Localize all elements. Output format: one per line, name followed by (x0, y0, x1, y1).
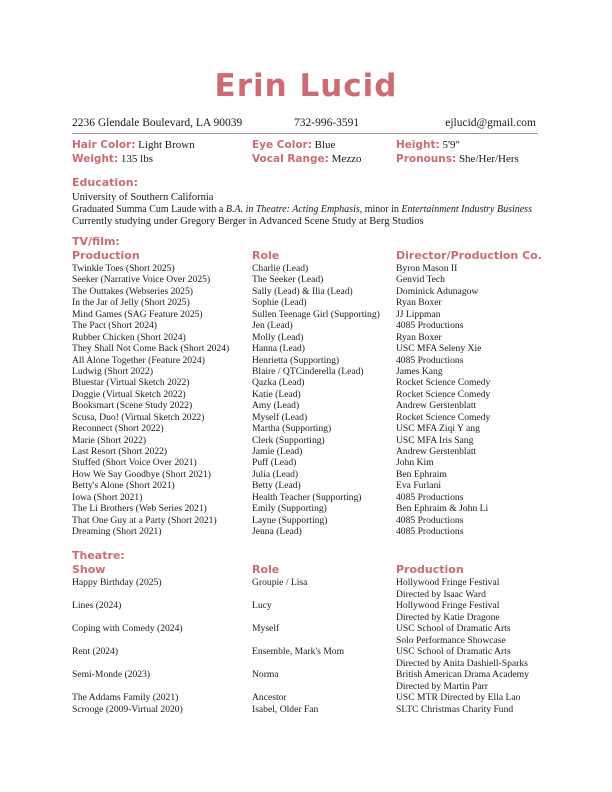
contact-phone: 732-996-3591 (294, 117, 360, 129)
tv-film-production: Dreaming (Short 2021) (72, 526, 162, 538)
theatre-col-show: Show (72, 563, 106, 576)
tv-film-production: Seeker (Narrative Voice Over 2025) (72, 274, 211, 286)
theatre-show: Rent (2024) (72, 646, 119, 657)
tv-film-production: They Shall Not Come Back (Short 2024) (72, 343, 230, 355)
tv-film-production: Doggie (Virtual Sketch 2022) (72, 388, 186, 400)
tv-film-row (72, 389, 552, 400)
theatre-show: Coping with Comedy (2024) (72, 623, 183, 634)
tv-film-row (72, 526, 552, 537)
tv-film-production: Twinkle Toes (Short 2025) (72, 263, 175, 274)
tv-film-production: Last Resort (Short 2022) (72, 446, 168, 457)
contact-email: ejlucid@gmail.com (445, 117, 536, 129)
theatre-show: Lines (2024) (72, 600, 122, 611)
tv-film-director: Dominick Adunagow (396, 285, 479, 297)
tv-film-role: Blaire / QTCinderella (Lead) (252, 365, 364, 377)
theatre-production-line: Solo Performance Showcase (396, 634, 506, 646)
theatre-production (396, 646, 528, 669)
education-section (72, 176, 532, 228)
tv-film-rows (72, 263, 552, 538)
theatre-production (396, 669, 529, 692)
tv-film-director: USC MFA Ziqi Y ang (396, 423, 480, 435)
tv-film-production: Stuffed (Short Voice Over 2021) (72, 457, 197, 469)
hair-value: Light Brown (138, 139, 195, 151)
tv-film-row (72, 423, 552, 434)
tv-film-production: Mind Games (SAG Feature 2025) (72, 308, 203, 320)
theatre-header (72, 563, 552, 577)
tv-film-row (72, 515, 552, 526)
tv-film-director: James Kang (396, 365, 443, 377)
tv-film-director: Andrew Gerstenblatt (396, 400, 477, 412)
tv-film-role: Qazka (Lead) (252, 377, 305, 389)
tv-film-row (72, 400, 552, 411)
tv-film-production: How We Say Goodbye (Short 2021) (72, 468, 211, 480)
tv-film-title: TV/film: (72, 235, 120, 248)
theatre-row (72, 704, 552, 716)
header-divider (72, 133, 538, 134)
tv-film-production: Bluestar (Virtual Sketch 2022) (72, 377, 190, 389)
theatre-role: Norma (252, 669, 279, 680)
theatre-production-line: Directed by Isaac Ward (396, 588, 486, 600)
tv-film-row (72, 480, 552, 491)
weight-value: 135 lbs (120, 153, 153, 165)
theatre-role: Lucy (252, 600, 272, 611)
tv-film-director: 4085 Productions (396, 354, 464, 366)
tv-film-role: The Seeker (Lead) (252, 274, 324, 286)
degree-minor: Entertainment Industry Business (401, 204, 532, 215)
tv-film-row (72, 492, 552, 503)
tv-film-role: Molly (Lead) (252, 331, 304, 343)
tv-film-row (72, 377, 552, 388)
tv-film-role: Henrietta (Supporting) (252, 354, 340, 366)
tv-film-col-role: Role (252, 249, 280, 262)
tv-film-row (72, 309, 552, 320)
tv-film-row (72, 274, 552, 285)
theatre-production (396, 577, 499, 600)
vocal-range-label: Vocal Range: (252, 153, 329, 165)
pronouns-value: She/Her/Hers (458, 153, 519, 165)
tv-film-production: Marie (Short 2022) (72, 434, 147, 446)
tv-film-production: Ludwig (Short 2022) (72, 365, 154, 377)
theatre-col-production: Production (396, 563, 464, 576)
tv-film-row (72, 469, 552, 480)
height-value: 5'9" (442, 139, 460, 151)
tv-film-role: Sally (Lead) & Ilia (Lead) (252, 285, 353, 297)
theatre-production-line: Hollywood Fringe Festival (396, 600, 500, 611)
theatre-section (72, 549, 552, 715)
tv-film-director: 4085 Productions (396, 526, 464, 538)
theatre-production-line: USC School of Dramatic Arts (396, 623, 511, 634)
resume-name: Erin Lucid (214, 68, 398, 104)
tv-film-role: Myself (Lead) (252, 411, 308, 423)
degree-prefix: Graduated Summa Cum Laude with a (72, 204, 226, 215)
theatre-production-line: Directed by Katie Dragone (396, 611, 500, 623)
tv-film-production: The Outtakes (Webseries 2025) (72, 285, 193, 297)
tv-film-production: Booksmart (Scene Study 2022) (72, 400, 193, 412)
theatre-role: Ancestor (252, 692, 287, 703)
tv-film-header (72, 249, 552, 263)
vocal-range-value: Mezzo (331, 153, 362, 165)
tv-film-section (72, 235, 552, 538)
theatre-production (396, 623, 511, 646)
theatre-show: Scrooge (2009-Virtual 2020) (72, 703, 183, 715)
tv-film-director: Ben Ephraim (396, 468, 447, 480)
tv-film-production: Reconnect (Short 2022) (72, 423, 164, 435)
tv-film-director: Genvid Tech (396, 274, 445, 286)
education-current: Currently studying under Gregory Berger in Advanced Scene Study at Berg Studios (72, 216, 424, 227)
tv-film-role: Emily (Supporting) (252, 503, 327, 515)
tv-film-row (72, 355, 552, 366)
tv-film-row (72, 457, 552, 468)
theatre-rows (72, 577, 552, 715)
tv-film-production: In the Jar of Jelly (Short 2025) (72, 297, 190, 309)
eye-value: Blue (314, 139, 336, 151)
tv-film-director: Byron Mason II (396, 263, 458, 274)
tv-film-role: Jamie (Lead) (252, 446, 303, 457)
tv-film-role: Katie (Lead) (252, 388, 301, 400)
theatre-production-line: Directed by Anita Dashiell-Sparks (396, 657, 528, 669)
tv-film-row (72, 446, 552, 457)
tv-film-row (72, 503, 552, 514)
tv-film-director: Rocket Science Comedy (396, 388, 491, 400)
tv-film-row (72, 297, 552, 308)
theatre-show: Happy Birthday (2025) (72, 577, 162, 588)
theatre-production-line: USC MTR Directed by Ella Lao (396, 692, 521, 703)
tv-film-col-director: Director/Production Co. (396, 249, 542, 262)
tv-film-production: Scusa, Duo! (Virtual Sketch 2022) (72, 411, 205, 423)
tv-film-role: Layne (Supporting) (252, 514, 328, 526)
tv-film-director: Andrew Gerstenblatt (396, 446, 477, 457)
tv-film-director: Rocket Science Comedy (396, 377, 491, 389)
tv-film-role: Jenna (Lead) (252, 526, 302, 538)
tv-film-row (72, 366, 552, 377)
tv-film-role: Charlie (Lead) (252, 263, 309, 274)
pronouns-label: Pronouns: (396, 153, 457, 165)
education-school: University of Southern California (72, 192, 214, 203)
tv-film-director: Ryan Boxer (396, 331, 442, 343)
theatre-row (72, 623, 552, 646)
tv-film-director: 4085 Productions (396, 491, 464, 503)
tv-film-row (72, 435, 552, 446)
tv-film-row (72, 332, 552, 343)
theatre-row (72, 692, 552, 704)
eye-label: Eye Color: (252, 139, 312, 151)
theatre-production (396, 704, 513, 716)
tv-film-role: Amy (Lead) (252, 400, 300, 412)
tv-film-role: Hanna (Lead) (252, 343, 305, 355)
tv-film-production: The Li Brothers (Web Series 2021) (72, 503, 207, 515)
theatre-row (72, 577, 552, 600)
theatre-production (396, 600, 500, 623)
tv-film-director: Ben Ephraim & John Li (396, 503, 489, 515)
theatre-production-line: British American Drama Academy (396, 669, 529, 680)
tv-film-director: 4085 Productions (396, 514, 464, 526)
tv-film-role: Martha (Supporting) (252, 423, 332, 435)
theatre-row (72, 646, 552, 669)
height-label: Height: (396, 139, 440, 151)
theatre-production-line: Directed by Martin Parr (396, 680, 488, 692)
tv-film-production: Betty's Alone (Short 2021) (72, 480, 175, 492)
theatre-production-line: USC School of Dramatic Arts (396, 646, 511, 657)
theatre-show: The Addams Family (2021) (72, 692, 179, 703)
tv-film-director: USC MFA Seleny Xie (396, 343, 482, 355)
tv-film-director: JJ Lippman (396, 308, 441, 320)
tv-film-row (72, 412, 552, 423)
tv-film-director: Ryan Boxer (396, 297, 442, 309)
theatre-production-line: SLTC Christmas Charity Fund (396, 703, 514, 715)
theatre-col-role: Role (252, 563, 280, 576)
degree-major: B.A. in Theatre: Acting Emphasis (225, 204, 360, 215)
tv-film-director: USC MFA Iris Sang (396, 434, 474, 446)
theatre-row (72, 669, 552, 692)
tv-film-role: Jen (Lead) (252, 320, 293, 332)
theatre-title: Theatre: (72, 549, 125, 562)
tv-film-role: Health Teacher (Supporting) (252, 491, 362, 503)
tv-film-director: Rocket Science Comedy (396, 411, 491, 423)
tv-film-director: Eva Furlani (396, 480, 442, 492)
tv-film-role: Sullen Teenage Girl (Supporting) (252, 308, 380, 320)
theatre-production (396, 692, 520, 704)
theatre-role: Groupie / Lisa (252, 577, 308, 588)
degree-mid: , minor in (359, 204, 402, 215)
theatre-role: Isabel, Older Fan (252, 703, 319, 715)
hair-label: Hair Color: (72, 139, 136, 151)
tv-film-production: The Pact (Short 2024) (72, 320, 157, 332)
physical-stats (72, 138, 552, 166)
tv-film-production: Rubber Chicken (Short 2024) (72, 331, 186, 343)
contact-address: 2236 Glendale Boulevard, LA 90039 (72, 117, 243, 129)
tv-film-production: That One Guy at a Party (Short 2021) (72, 514, 217, 526)
tv-film-role: Betty (Lead) (252, 480, 301, 492)
tv-film-row (72, 320, 552, 331)
tv-film-production: Iowa (Short 2021) (72, 491, 143, 503)
tv-film-row (72, 286, 552, 297)
theatre-row (72, 600, 552, 623)
theatre-production-line: Hollywood Fringe Festival (396, 577, 500, 588)
tv-film-col-production: Production (72, 249, 140, 262)
tv-film-role: Julia (Lead) (252, 468, 299, 480)
tv-film-director: John Kim (396, 457, 434, 469)
theatre-role: Myself (252, 623, 280, 634)
theatre-role: Ensemble, Mark's Mom (252, 646, 345, 657)
weight-label: Weight: (72, 153, 119, 165)
tv-film-role: Clerk (Supporting) (252, 434, 325, 446)
tv-film-director: 4085 Productions (396, 320, 464, 332)
education-degree (72, 204, 532, 216)
tv-film-role: Puff (Lead) (252, 457, 297, 469)
tv-film-production: All Alone Together (Feature 2024) (72, 354, 205, 366)
tv-film-row (72, 263, 552, 274)
education-title: Education: (72, 176, 138, 189)
theatre-show: Semi-Monde (2023) (72, 669, 151, 680)
tv-film-row (72, 343, 552, 354)
tv-film-role: Sophie (Lead) (252, 297, 307, 309)
